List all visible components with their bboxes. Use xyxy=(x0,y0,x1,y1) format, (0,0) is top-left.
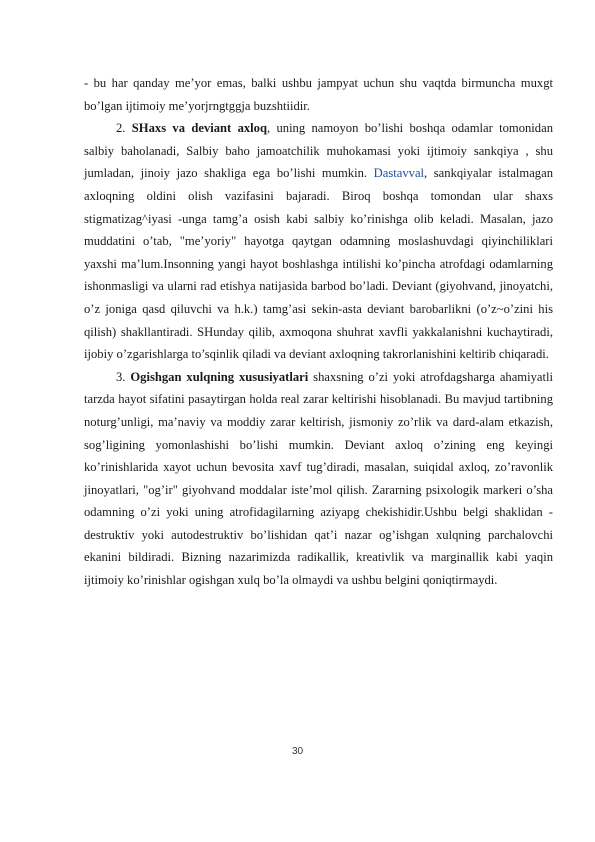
page-number: 30 xyxy=(291,746,304,757)
section-3-number: 3. xyxy=(116,369,126,384)
document-body xyxy=(84,72,553,592)
paragraph-3 xyxy=(84,366,553,592)
dastavval-link[interactable]: Dastavval xyxy=(373,166,425,181)
paragraph-2 xyxy=(84,117,553,366)
section-2-number: 2. xyxy=(116,121,126,136)
paragraph-2-text-b: , sankqiyalar istalmagan axloqning oldini olish vazifasini bajaradi. Biroq boshqa tomondan ular shaxs stigmatizag^iyasi -unga tamg’a osish kabi salbiy ko’rinishga olib keladi. Masalan, jazo muddatini o’tab, "me’yoriy" hayotga qaytgan odamning moslashuvdagi qiyinchiliklari yaxshi ma’lum.Insonning yangi hayot boshlashga intilishi ko’pincha atrofdagi odamlarning ishonmasligi va ularni rad etishya natijasida barbod bo’ladi. Deviant (giyohvand, jinoyatchi, o’z joniga qasd qiluvchi va h.k.) tamg’asi sekin-asta deviant barobarlikni (o’z~o’zini his qilish) shakllantiradi. SHunday qilib, axmoqona shuhrat xavfli yakkalanishni kuchaytiradi, ijobiy o’zgarishlarga to’sqinlik qiladi va deviant axloqning takrorlanishini keltirib chiqaradi. xyxy=(84,166,553,362)
paragraph-1-text: - bu har qanday me’yor emas, balki ushbu jampyat uchun shu vaqtda birmuncha muxgt bo’lgan ijtimoiy me’yorjrngtggja buzshtiidir. xyxy=(84,76,553,113)
section-3-heading: Ogishgan xulqning xususiyatlari xyxy=(130,369,309,384)
paragraph-1 xyxy=(84,72,553,117)
paragraph-2-text-a: , uning namoyon bo’lishi boshqa odamlar tomonidan salbiy baholanadi, Salbiy baho jamoatchilik muhokamasi yoki ijtimoiy sankqiya , shu jumladan, jinoiy jazo shakliga ega bo’lishi mumkin. xyxy=(84,121,553,181)
paragraph-3-text: shaxsning o’zi yoki atrofdagsharga ahamiyatli tarzda hayot sifatini pasaytirgan holda real zarar keltirishi hisoblanadi. Bu mavjud tartibning noturg’unligi, ma’naviy va moddiy zarar keltirish, jismoniy zo’rlik va dard-alam etkazish, sog’ligining yomonlashishi bo’lishi mumkin. Deviant axloq o’zining eng keyingi ko’rinishlarida xayot uchun bevosita xavf tug’diradi, masalan, suiqidal axloq, zo’ravonlik jinoyatlari, "og’ir" giyohvand moddalar iste’mol qilish. Zararning psixologik markeri o’sha odamning o’zi yoki uning atrofidagilarning aziyapg chekishidir.Ushbu belgi shaklidan - destruktiv yoki autodestruktiv bo’lishidan qat’i nazar og’ishgan xulqning parchalovchi ekanini bildiradi. Bizning nazarimizda radikallik, kreativlik va marginallik kabi yaqin ijtimoiy ko’rinishlar ogishgan xulq bo’la olmaydi va ushbu belgini qoniqtirmaydi. xyxy=(84,369,553,588)
section-2-heading: SHaxs va deviant axloq xyxy=(131,121,267,136)
